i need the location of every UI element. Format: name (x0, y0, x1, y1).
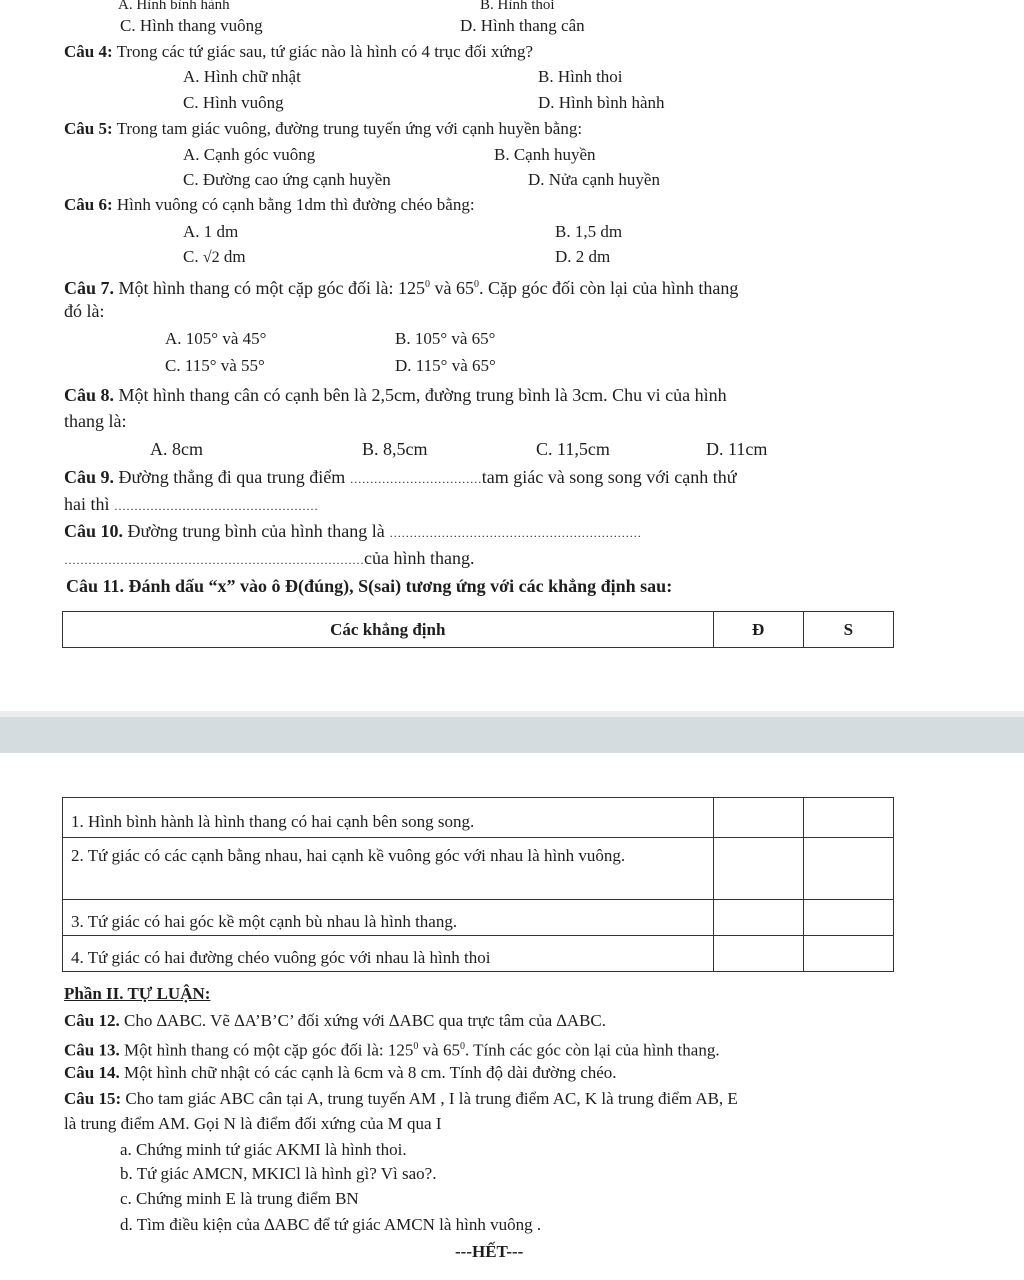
question-6-label: Câu 6: (64, 195, 113, 214)
q7-option-b: B. 105° và 65° (395, 329, 496, 348)
question-15-label: Câu 15: (64, 1089, 122, 1108)
col-false: S (803, 612, 893, 648)
question-9 (64, 467, 737, 489)
question-13-text-1: Một hình thang có một cặp góc đối là: 125 (123, 1040, 414, 1060)
table-row (63, 838, 894, 900)
q4-option-c: C. Hình vuông (183, 93, 284, 112)
question-5-text: Trong tam giác vuông, đường trung tuyến ứng với cạnh huyền bằng: (116, 119, 583, 138)
statement-2-true-cell[interactable] (713, 838, 803, 900)
question-13 (64, 1037, 720, 1061)
question-8-text: Một hình thang cân có cạnh bên là 2,5cm, đường trung bình là 3cm. Chu vi của hình (118, 385, 727, 405)
q3-option-a-cut: A. Hình bình hành (118, 0, 230, 10)
table-row (63, 936, 894, 972)
question-13-label: Câu 13. (64, 1040, 120, 1060)
question-5-label: Câu 5: (64, 119, 113, 138)
statement-1-true-cell[interactable] (713, 798, 803, 838)
question-7-label: Câu 7. (64, 278, 115, 298)
question-10-text-2: của hình thang. (364, 548, 475, 568)
question-14 (64, 1063, 617, 1083)
q3-option-b-cut: B. Hình thoi (480, 0, 555, 10)
q5-option-c: C. Đường cao ứng cạnh huyền (183, 170, 391, 189)
part-2-heading: Phần II. TỰ LUẬN: (64, 984, 211, 1003)
statement-table (62, 797, 894, 972)
question-9-text: Đường thẳng đi qua trung điểm (118, 467, 350, 487)
q4-option-b: B. Hình thoi (538, 67, 623, 86)
question-10-blank-1: ……………………………………………………… (389, 526, 642, 540)
question-7-text-1: Một hình thang có một cặp góc đối là: 125 (118, 278, 425, 298)
col-statements: Các khẳng định (63, 612, 714, 648)
q7-option-c: C. 115° và 55° (165, 356, 265, 375)
statement-2: 2. Tứ giác có các cạnh bằng nhau, hai cạnh kề vuông góc với nhau là hình vuông. (63, 838, 714, 900)
question-8 (64, 385, 727, 405)
statement-4-true-cell[interactable] (713, 936, 803, 972)
sqrt-2: √2 (202, 249, 220, 266)
statement-table-header (62, 611, 894, 648)
question-13-text-3: . Tính các góc còn lại của hình thang. (464, 1040, 720, 1060)
q6-option-b: B. 1,5 dm (555, 222, 623, 241)
question-4 (64, 42, 533, 62)
question-14-label: Câu 14. (64, 1063, 120, 1082)
question-15-part-c: c. Chứng minh E là trung điểm BN (120, 1189, 359, 1208)
q6-option-c (183, 247, 246, 268)
question-15-part-a: a. Chứng minh tứ giác AKMI là hình thoi. (120, 1140, 407, 1159)
q8-option-b: B. 8,5cm (362, 439, 428, 459)
table-row (63, 798, 894, 838)
q8-option-d: D. 11cm (706, 439, 768, 459)
q5-option-b: B. Cạnh huyền (494, 145, 596, 164)
col-true: Đ (713, 612, 803, 648)
question-12-text: Cho ∆ABC. Vẽ ∆A’B’C’ đối xứng với ∆ABC qua trực tâm của ∆ABC. (123, 1011, 607, 1030)
q6-option-a: A. 1 dm (183, 222, 239, 241)
statement-3-true-cell[interactable] (713, 900, 803, 936)
statement-2-false-cell[interactable] (803, 838, 893, 900)
page-gap (0, 717, 1024, 753)
q8-option-a: A. 8cm (150, 439, 203, 459)
q4-option-d: D. Hình bình hành (538, 93, 665, 112)
q5-option-a: A. Cạnh góc vuông (183, 145, 316, 164)
question-8-label: Câu 8. (64, 385, 115, 405)
question-6-text: Hình vuông có cạnh bằng 1dm thì đường chéo bằng: (116, 195, 475, 214)
question-10-blank-2: ………………………………………………………………… (64, 553, 364, 567)
question-9-label: Câu 9. (64, 467, 115, 487)
question-9-blank-2: …………………………………………… (114, 499, 318, 513)
question-13-text-2: và 65 (418, 1040, 460, 1060)
question-12-label: Câu 12. (64, 1011, 120, 1030)
degree-mark-3: 0 (413, 1041, 419, 1052)
q4-option-a: A. Hình chữ nhật (183, 67, 301, 86)
question-7-text-3: . Cặp góc đối còn lại của hình thang (478, 278, 739, 298)
question-9-text-3: hai thì (64, 494, 114, 514)
question-6 (64, 195, 475, 215)
statement-4-false-cell[interactable] (803, 936, 893, 972)
statement-3-false-cell[interactable] (803, 900, 893, 936)
table-row (63, 900, 894, 936)
degree-mark-4: 0 (459, 1041, 465, 1052)
question-12 (64, 1011, 606, 1031)
statement-1: 1. Hình bình hành là hình thang có hai cạnh bên song song. (63, 798, 714, 838)
q3-option-c: C. Hình thang vuông (120, 16, 263, 35)
question-9-continuation (64, 494, 318, 516)
question-15-part-d: d. Tìm điều kiện của ∆ABC để tứ giác AMCN là hình vuông . (120, 1215, 542, 1234)
statement-4: 4. Tứ giác có hai đường chéo vuông góc với nhau là hình thoi (63, 936, 714, 972)
question-10-text: Đường trung bình của hình thang là (127, 521, 390, 541)
question-5 (64, 119, 582, 139)
degree-mark-1: 0 (424, 279, 430, 290)
question-4-text: Trong các tứ giác sau, tứ giác nào là hình có 4 trục đối xứng? (116, 42, 534, 61)
degree-mark-2: 0 (473, 279, 479, 290)
q6-option-c-unit: dm (219, 247, 246, 266)
question-7 (64, 275, 738, 298)
question-15-text: Cho tam giác ABC cân tại A, trung tuyến AM , I là trung điểm AC, K là trung điểm AB, E (125, 1089, 738, 1108)
statement-3: 3. Tứ giác có hai góc kề một cạnh bù nhau là hình thang. (63, 900, 714, 936)
question-14-text: Một hình chữ nhật có các cạnh là 6cm và 8 cm. Tính độ dài đường chéo. (123, 1063, 617, 1082)
question-7-text-2: và 65 (429, 278, 474, 298)
question-9-blank-1: …………………………… (349, 472, 482, 486)
q6-option-c-prefix: C. (183, 247, 203, 266)
question-10-label: Câu 10. (64, 521, 124, 541)
q8-option-c: C. 11,5cm (536, 439, 610, 459)
question-11-heading: Câu 11. Đánh dấu “x” vào ô Đ(đúng), S(sai) tương ứng với các khẳng định sau: (66, 576, 673, 596)
question-15 (64, 1089, 738, 1109)
question-7-continuation: đó là: (64, 301, 105, 321)
question-10-continuation (64, 548, 474, 570)
statement-1-false-cell[interactable] (803, 798, 893, 838)
end-marker: ---HẾT--- (455, 1242, 524, 1261)
q5-option-d: D. Nửa cạnh huyền (528, 170, 660, 189)
q6-option-d: D. 2 dm (555, 247, 611, 266)
q7-option-d: D. 115° và 65° (395, 356, 496, 375)
q3-option-d: D. Hình thang cân (460, 16, 585, 35)
question-15-part-b: b. Tứ giác AMCN, MKICl là hình gì? Vì sao?. (120, 1164, 437, 1183)
question-9-text-2: tam giác và song song với cạnh thứ (481, 467, 737, 487)
question-8-continuation: thang là: (64, 411, 127, 431)
question-4-label: Câu 4: (64, 42, 113, 61)
question-15-continuation: là trung điểm AM. Gọi N là điểm đối xứng của M qua I (64, 1114, 442, 1133)
q7-option-a: A. 105° và 45° (165, 329, 267, 348)
question-10 (64, 521, 641, 543)
